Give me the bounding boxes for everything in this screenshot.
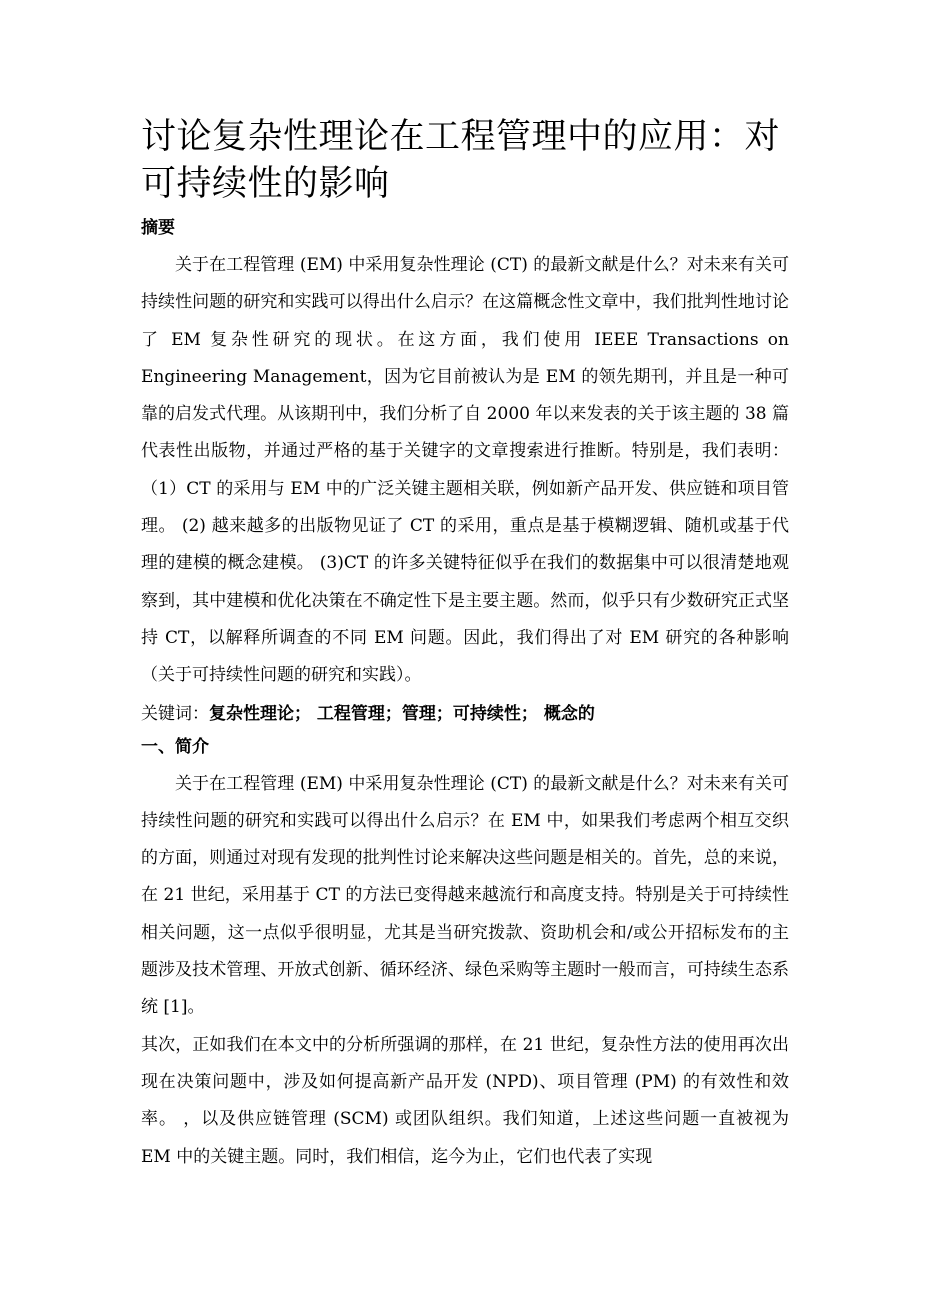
introduction-paragraph-1: 关于在工程管理 (EM) 中采用复杂性理论 (CT) 的最新文献是什么？对未来有关可持续性问题的研究和实践可以得出什么启示？在 EM 中，如果我们考虑两个相互交织的方面，则通过对现有发现的批判性讨论来解决这些问题是相关的。首先，总的来说，在 21 世纪，采用基于 CT 的方法已变得越来越流行和高度支持。特别是关于可持续性相关问题，这一点似乎很明显，尤其是当研究拨款、资助机会和/或公开招标发布的主题涉及技术管理、开放式创新、循环经济、绿色采购等主题时一般而言，可持续生态系统 [1]。 bbox=[141, 773, 789, 1018]
document-title: 讨论复杂性理论在工程管理中的应用：对可持续性的影响 bbox=[141, 117, 781, 204]
keywords-label: 关键词： bbox=[141, 703, 209, 724]
abstract-paragraph: 关于在工程管理 (EM) 中采用复杂性理论 (CT) 的最新文献是什么？对未来有关可持续性问题的研究和实践可以得出什么启示？在这篇概念性文章中，我们批判性地讨论了 EM 复杂性研究的现状。在这方面，我们使用 IEEE Transactions on Engineering Management，因为它目前被认为是 EM 的领先期刊，并且是一种可靠的启发式代理。从该期刊中，我们分析了自 2000 年以来发表的关于该主题的 38 篇代表性出版物，并通过严格的基于关键字的文章搜索进行推断。特别是，我们表明：（1）CT 的采用与 EM 中的广泛关键主题相关联，例如新产品开发、供应链和项目管理。 (2) 越来越多的出版物见证了 CT 的采用，重点是基于模糊逻辑、随机或基于代理的建模的概念建模。 (3)CT 的许多关键特征似乎在我们的数据集中可以很清楚地观察到，其中建模和优化决策在不确定性下是主要主题。然而，似乎只有少数研究正式坚持 CT，以解释所调查的不同 EM 问题。因此，我们得出了对 EM 研究的各种影响（关于可持续性问题的研究和实践）。 bbox=[141, 255, 789, 686]
introduction-heading: 一、简介 bbox=[141, 736, 209, 757]
introduction-paragraph-2: 其次，正如我们在本文中的分析所强调的那样，在 21 世纪，复杂性方法的使用再次出现在决策问题中，涉及如何提高新产品开发 (NPD)、项目管理 (PM) 的有效性和效率。 ，以及供应链管理 (SCM) 或团队组织。我们知道，上述这些问题一直被视为 EM 中的关键主题。同时，我们相信，迄今为止，它们也代表了实现 bbox=[141, 1034, 789, 1167]
keywords-terms: 复杂性理论； 工程管理；管理；可持续性； 概念的 bbox=[209, 703, 595, 724]
keywords-line bbox=[141, 695, 789, 733]
document-body bbox=[141, 114, 789, 1176]
abstract-heading: 摘要 bbox=[141, 218, 175, 238]
